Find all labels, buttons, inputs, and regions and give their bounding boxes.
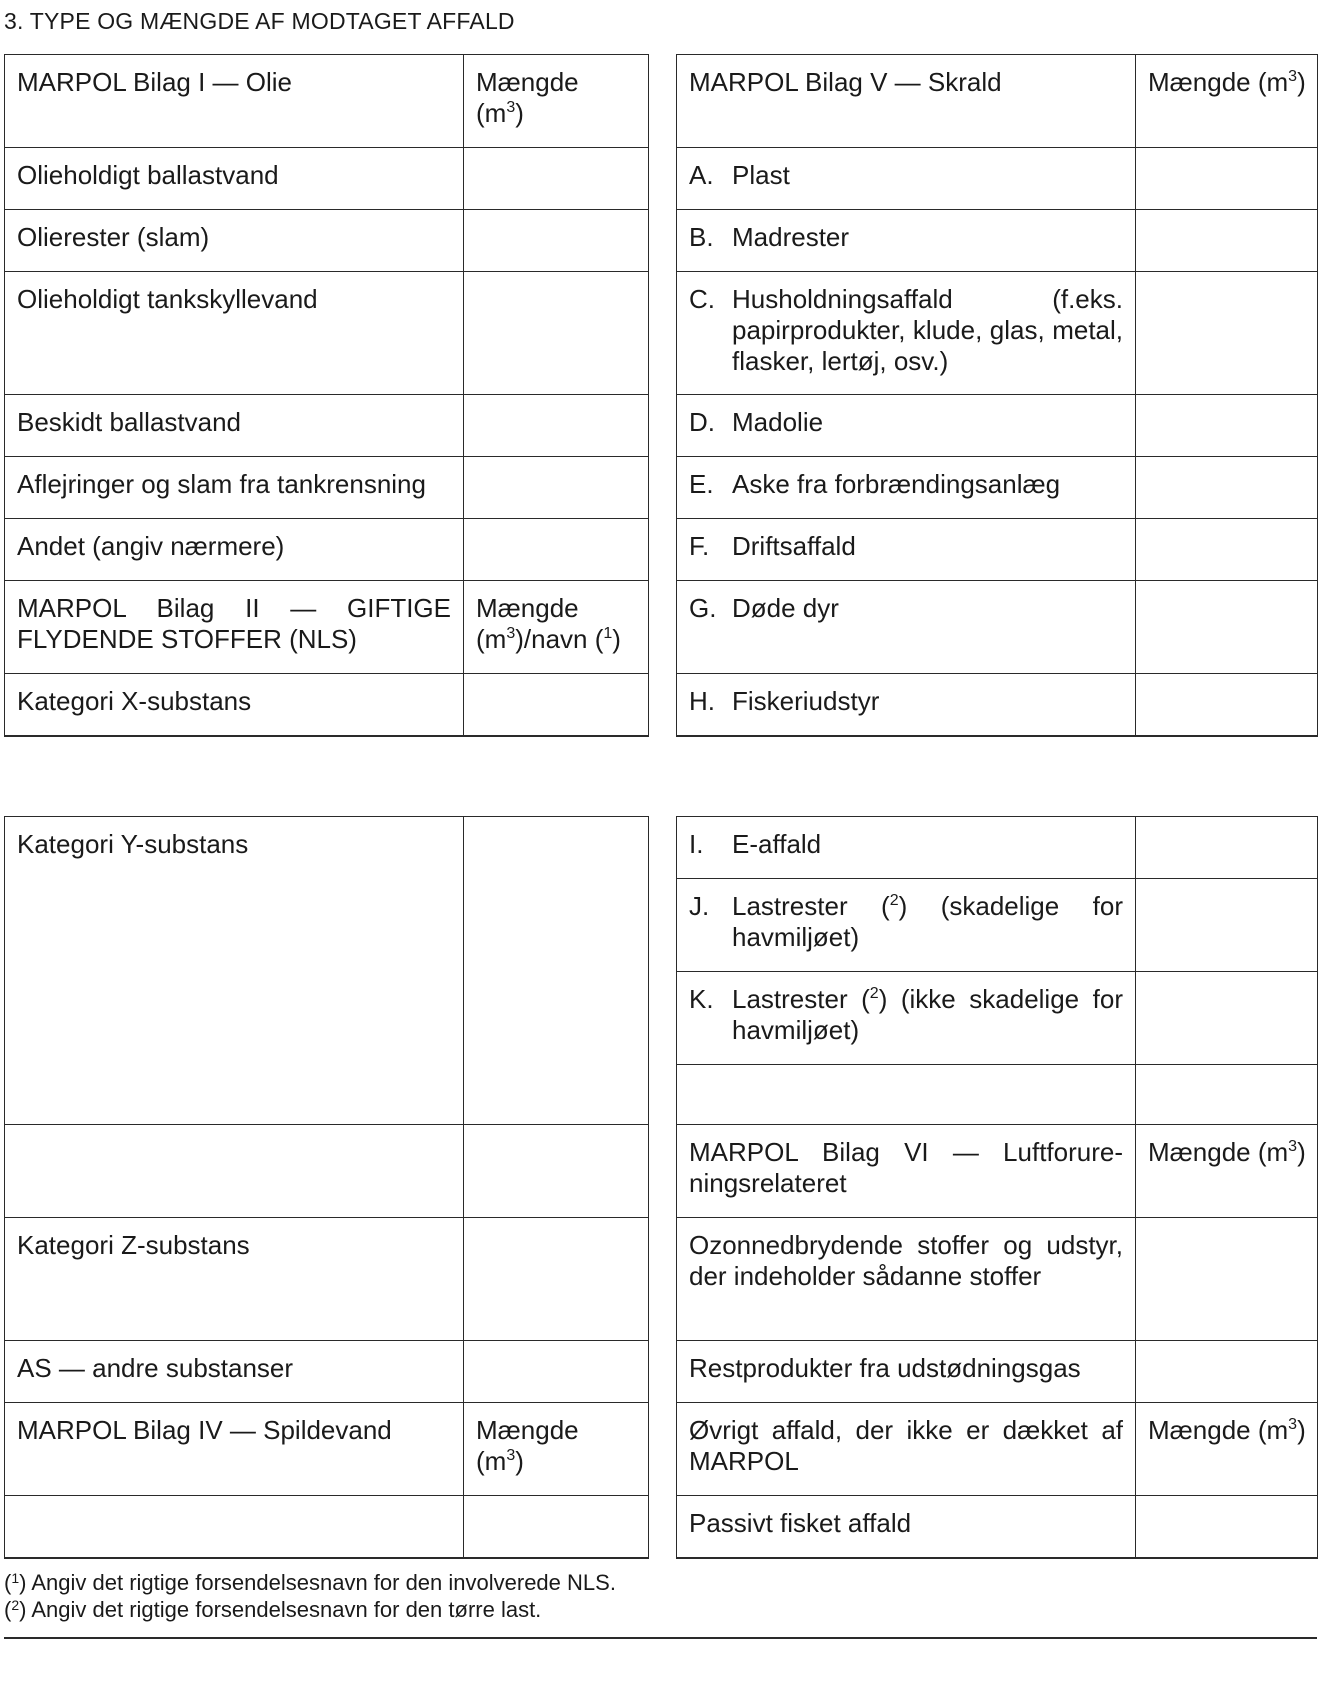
item-letter: D. xyxy=(689,407,715,437)
quantity-cell[interactable] xyxy=(464,210,649,272)
unit-exponent: 3 xyxy=(1288,1416,1298,1433)
row-label xyxy=(677,457,1136,519)
quantity-label: Mængde xyxy=(476,593,579,623)
row-label: Olieholdigt tankskyllevand xyxy=(5,272,464,395)
table-row xyxy=(677,519,1318,581)
table-row xyxy=(5,148,649,210)
row-label: Beskidt ballastvand xyxy=(5,395,464,457)
footnote-1: ($^1$) Angiv det rigtige forsendelsesnavn for den involverede NLS. xyxy=(4,1570,616,1595)
footnote-mark: 2 xyxy=(11,1597,20,1613)
quantity-cell[interactable] xyxy=(1136,272,1318,395)
annex5-annex6-table xyxy=(676,816,1318,1559)
name-label: )/navn ( xyxy=(515,624,604,654)
item-text: E-affald xyxy=(732,829,822,859)
item-text-start: Lastrester ( xyxy=(732,984,870,1014)
item-text: Madolie xyxy=(732,407,824,437)
annex4-quantity-header xyxy=(464,1403,649,1496)
annex6-header: MARPOL Bilag VI — Luftforure-ningsrelateret xyxy=(677,1125,1136,1218)
quantity-cell[interactable] xyxy=(1136,1496,1318,1558)
quantity-cell[interactable] xyxy=(464,1496,649,1558)
item-letter: K. xyxy=(689,984,714,1014)
table-row xyxy=(5,519,649,581)
other-waste-quantity-header xyxy=(1136,1403,1318,1496)
annex1-header: MARPOL Bilag I — Olie xyxy=(5,55,464,148)
row-label xyxy=(677,519,1136,581)
annex1-annex2-table xyxy=(4,54,649,737)
section-heading: 3. TYPE OG MÆNGDE AF MODTAGET AFFALD xyxy=(4,8,515,34)
other-waste-header-row xyxy=(677,1403,1318,1496)
annex2-header-row xyxy=(5,581,649,674)
table-row xyxy=(677,272,1318,395)
item-text: Driftsaffald xyxy=(732,531,856,561)
quantity-cell[interactable] xyxy=(1136,1065,1318,1125)
item-text: Madrester xyxy=(732,222,850,252)
quantity-cell[interactable] xyxy=(464,148,649,210)
table-row xyxy=(5,272,649,395)
table-row xyxy=(677,674,1318,736)
footnote-text: Angiv det rigtige forsendelsesnavn for den tørre last. xyxy=(31,1597,542,1622)
item-text: Husholdningsaffald (f.eks. papirprodukter, klude, glas, metal, flasker, lertøj, osv.) xyxy=(732,284,1123,376)
annex2-header: MARPOL Bilag II — GIFTIGE FLYDENDE STOFFER (NLS) xyxy=(5,581,464,674)
table-row xyxy=(5,817,649,1125)
table-row xyxy=(677,148,1318,210)
item-letter: C. xyxy=(689,284,715,314)
unit-close: ) xyxy=(1297,1415,1306,1445)
row-label: Kategori X-substans xyxy=(5,674,464,736)
footnote-ref: 2 xyxy=(889,892,899,909)
unit-close: ) xyxy=(515,98,524,128)
quantity-cell[interactable] xyxy=(1136,1218,1318,1341)
footnote-text: Angiv det rigtige forsendelsesnavn for den involverede NLS. xyxy=(31,1570,616,1595)
item-letter: E. xyxy=(689,469,714,499)
table-row xyxy=(677,972,1318,1065)
footnote-mark: 1 xyxy=(11,1570,20,1586)
quantity-header xyxy=(464,55,649,148)
row-label xyxy=(677,817,1136,879)
table-row xyxy=(677,1341,1318,1403)
table-row xyxy=(677,879,1318,972)
footnote-ref: 2 xyxy=(869,985,879,1002)
quantity-label: Mængde xyxy=(476,1415,579,1445)
quantity-cell[interactable] xyxy=(1136,581,1318,674)
annex4-header: MARPOL Bilag IV — Spildevand xyxy=(5,1403,464,1496)
table-row xyxy=(677,457,1318,519)
quantity-unit: (m xyxy=(476,98,507,128)
item-letter: G. xyxy=(689,593,717,623)
unit-close: ) xyxy=(1297,67,1306,97)
quantity-cell[interactable] xyxy=(464,457,649,519)
empty-cell xyxy=(5,1125,464,1218)
unit-exponent: 3 xyxy=(506,625,516,642)
table-header-row xyxy=(5,55,649,148)
table-row xyxy=(677,210,1318,272)
annex6-header-row xyxy=(677,1125,1318,1218)
table-row xyxy=(5,395,649,457)
footnote-2: ($^2$) Angiv det rigtige forsendelsesnavn for den tørre last. xyxy=(4,1597,542,1622)
table-row xyxy=(5,1341,649,1403)
quantity-cell[interactable] xyxy=(1136,210,1318,272)
quantity-cell[interactable] xyxy=(1136,395,1318,457)
unit-exponent: 3 xyxy=(506,99,516,116)
table-row xyxy=(5,674,649,736)
row-label xyxy=(677,210,1136,272)
quantity-cell[interactable] xyxy=(1136,879,1318,972)
table-row xyxy=(677,1496,1318,1558)
quantity-cell[interactable] xyxy=(1136,972,1318,1065)
bottom-rule xyxy=(4,1637,1317,1639)
item-text-end: ) (skadelige for havmiljøet) xyxy=(732,891,1123,952)
item-text: Fiskeriudstyr xyxy=(732,686,880,716)
quantity-cell[interactable] xyxy=(464,674,649,736)
row-label: Andet (angiv nærmere) xyxy=(5,519,464,581)
table-row xyxy=(5,1125,649,1218)
item-letter: H. xyxy=(689,686,715,716)
quantity-cell[interactable] xyxy=(464,395,649,457)
quantity-unit: (m xyxy=(476,624,507,654)
quantity-cell[interactable] xyxy=(1136,148,1318,210)
unit-exponent: 3 xyxy=(1288,68,1298,85)
item-text xyxy=(732,891,1123,953)
row-label xyxy=(677,674,1136,736)
item-text: Plast xyxy=(732,160,790,190)
quantity-label: Mængde (m xyxy=(1148,1137,1289,1167)
item-text: Døde dyr xyxy=(732,593,839,623)
annex6-quantity-header xyxy=(1136,1125,1318,1218)
annex5-header: MARPOL Bilag V — Skrald xyxy=(677,55,1136,148)
annex4-header-row xyxy=(5,1403,649,1496)
table-row xyxy=(677,817,1318,879)
quantity-label: Mængde (m xyxy=(1148,1415,1289,1445)
quantity-cell[interactable] xyxy=(464,817,649,1125)
quantity-cell[interactable] xyxy=(464,272,649,395)
row-label xyxy=(677,148,1136,210)
quantity-cell[interactable] xyxy=(464,519,649,581)
table-row xyxy=(5,1218,649,1341)
unit-close: ) xyxy=(515,1446,524,1476)
row-label: Olierester (slam) xyxy=(5,210,464,272)
row-label xyxy=(677,272,1136,395)
empty-cell xyxy=(677,1065,1136,1125)
table-row xyxy=(5,457,649,519)
empty-cell xyxy=(5,1496,464,1558)
other-waste-header: Øvrigt affald, der ikke er dækket af MARPOL xyxy=(677,1403,1136,1496)
row-label: Aflejringer og slam fra tankrensning xyxy=(5,457,464,519)
table-row xyxy=(677,1065,1318,1125)
footnote-ref: 1 xyxy=(603,625,613,642)
annex2-annex4-table xyxy=(4,816,649,1559)
item-text-start: Lastrester ( xyxy=(732,891,890,921)
quantity-unit: (m xyxy=(476,1446,507,1476)
row-label xyxy=(677,972,1136,1065)
row-label: Olieholdigt ballastvand xyxy=(5,148,464,210)
table-row xyxy=(5,210,649,272)
item-letter: J. xyxy=(689,891,710,921)
table-header-row xyxy=(677,55,1318,148)
annex5-table xyxy=(676,54,1318,737)
unit-close: ) xyxy=(1297,1137,1306,1167)
row-label: Ozonnedbrydende stoffer og udstyr, der indeholder sådanne stoffer xyxy=(677,1218,1136,1341)
item-text xyxy=(732,984,1123,1046)
quantity-cell[interactable] xyxy=(1136,457,1318,519)
row-label: Restprodukter fra udstødningsgas xyxy=(677,1341,1136,1403)
item-letter: B. xyxy=(689,222,714,252)
unit-exponent: 3 xyxy=(506,1447,516,1464)
row-label xyxy=(677,879,1136,972)
item-letter: I. xyxy=(689,829,704,859)
quantity-cell[interactable] xyxy=(464,1341,649,1403)
quantity-cell[interactable] xyxy=(1136,519,1318,581)
item-letter: F. xyxy=(689,531,710,561)
quantity-cell[interactable] xyxy=(1136,1341,1318,1403)
row-label xyxy=(677,395,1136,457)
table-row xyxy=(5,1496,649,1558)
table-row xyxy=(677,1218,1318,1341)
item-text-end: ) (ikke skadelige for havmiljøet) xyxy=(732,984,1123,1045)
row-label xyxy=(677,581,1136,674)
quantity-cell[interactable] xyxy=(1136,674,1318,736)
quantity-cell[interactable] xyxy=(464,1125,649,1218)
annex2-quantity-header xyxy=(464,581,649,674)
quantity-header xyxy=(1136,55,1318,148)
table-row xyxy=(677,581,1318,674)
unit-exponent: 3 xyxy=(1288,1138,1298,1155)
item-letter: A. xyxy=(689,160,714,190)
row-label: Kategori Y-substans xyxy=(5,817,464,1125)
quantity-label: Mængde xyxy=(476,67,579,97)
item-text: Aske fra forbrændingsanlæg xyxy=(732,469,1061,499)
quantity-cell[interactable] xyxy=(1136,817,1318,879)
table-row xyxy=(677,395,1318,457)
row-label: AS — andre substanser xyxy=(5,1341,464,1403)
quantity-cell[interactable] xyxy=(464,1218,649,1341)
quantity-label: Mængde (m xyxy=(1148,67,1289,97)
row-label: Kategori Z-substans xyxy=(5,1218,464,1341)
row-label: Passivt fisket affald xyxy=(677,1496,1136,1558)
footnote-close: ) xyxy=(612,624,621,654)
